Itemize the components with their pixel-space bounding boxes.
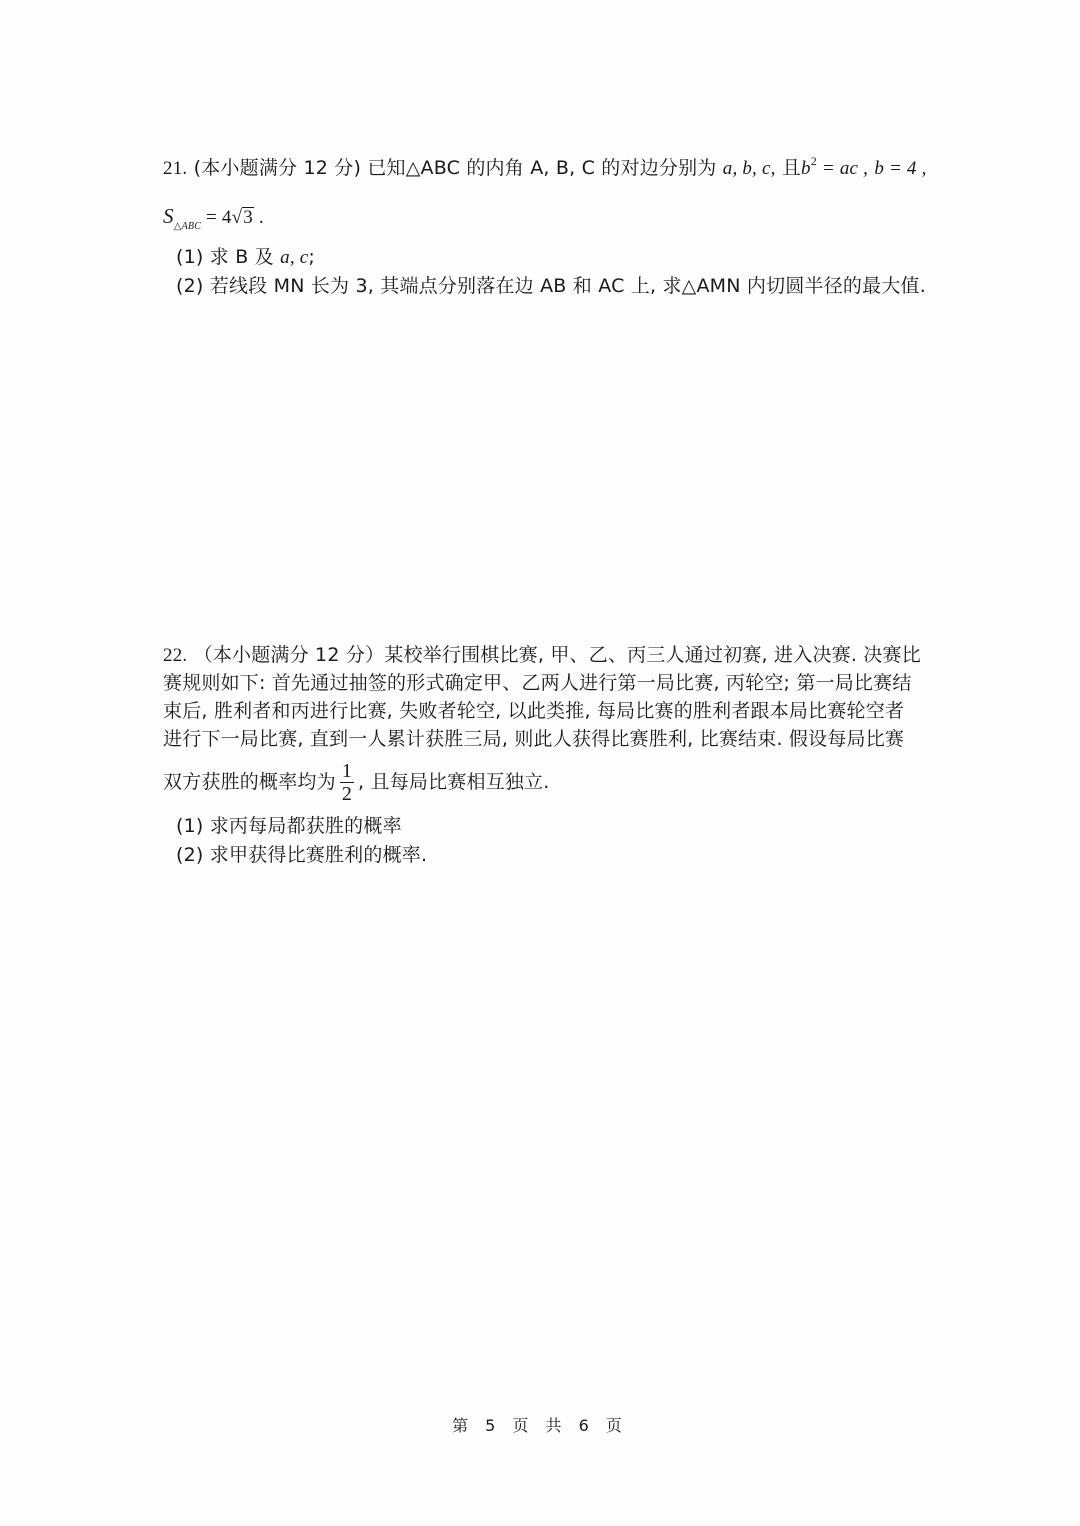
q21-vars: a, b, c, [722, 158, 776, 179]
area-end: . [253, 207, 264, 228]
q22-stem-line5 [163, 758, 550, 806]
part-label: (1) [176, 246, 204, 268]
q22-stem-line1 [163, 642, 921, 669]
q21-stem-line1 [163, 148, 927, 182]
q22-stem-line2: 赛规则如下: 首先通过抽签的形式确定甲、乙两人进行第一局比赛, 丙轮空; 第一局比赛结 [163, 672, 912, 694]
q22-stem-text: 某校举行围棋比赛, 甲、乙、丙三人通过初赛, 进入决赛. 决赛比 [384, 644, 921, 666]
q21-area-formula [163, 203, 264, 240]
q21-part1 [176, 244, 315, 271]
page-number-footer: 第 5 页 共 6 页 [452, 1416, 628, 1435]
q21-number: 21. [163, 158, 188, 179]
part-text: 若线段 MN 长为 3, 其端点分别落在边 AB 和 AC 上, 求△AMN 内切圆半径的最大值. [209, 275, 926, 297]
area-subscript: △ABC [173, 221, 202, 232]
q22-part2 [176, 842, 427, 868]
q21-header: (本小题满分 12 分) [193, 157, 362, 179]
part-label: (2) [176, 844, 204, 866]
area-symbol: S [163, 204, 174, 228]
q21-eq2: b = 4 , [874, 158, 927, 179]
part-end: ; [308, 246, 315, 268]
sqrt-sign: √ [231, 207, 243, 228]
q21-eq1: = ac , [816, 158, 869, 179]
fraction [340, 760, 354, 805]
q22-header: （本小题满分 12 分） [193, 644, 385, 666]
q22-number: 22. [163, 645, 188, 666]
q22-stem-line3: 束后, 胜利者和丙进行比赛, 失败者轮空, 以此类推, 每局比赛的胜利者跟本局比赛轮空者 [163, 700, 905, 722]
fraction-denominator: 2 [341, 783, 353, 805]
q22-text-before: 双方获胜的概率均为 [163, 771, 336, 793]
q21-part2 [176, 273, 926, 299]
part-label: (1) [176, 815, 204, 837]
fraction-numerator: 1 [341, 760, 353, 782]
part-label: (2) [176, 275, 204, 297]
part-text: 求丙每局都获胜的概率 [209, 815, 402, 837]
q21-stem-text: 已知△ABC 的内角 A, B, C 的对边分别为 [367, 157, 717, 179]
q22-stem-line4: 进行下一局比赛, 直到一人累计获胜三局, 则此人获得比赛胜利, 比赛结束. 假设每局比赛 [163, 728, 905, 750]
area-eq: = 4 [201, 207, 232, 228]
q22-part1 [176, 813, 402, 839]
part-vars: a, c [280, 247, 309, 268]
q21-exponent: 2 [810, 154, 817, 168]
q21-and: 且 [781, 157, 801, 179]
q21-b-var: b [801, 158, 811, 179]
sqrt-radicand: 3 [243, 207, 253, 228]
q22-text-after: , 且每局比赛相互独立. [358, 771, 550, 793]
part-text: 求 B 及 [209, 246, 274, 268]
part-text: 求甲获得比赛胜利的概率. [209, 844, 428, 866]
